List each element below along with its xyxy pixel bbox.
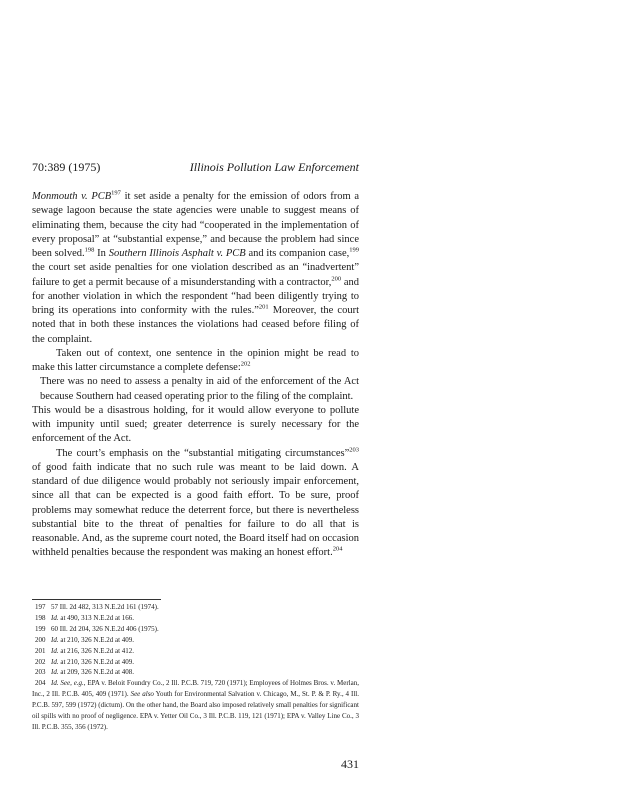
footnote-divider	[32, 599, 161, 600]
footnote-ref: 202	[240, 360, 251, 368]
footnote-text: at 216, 326 N.E.2d at 412.	[58, 646, 135, 655]
paragraph-text: the court set aside penalties for one violation described as an “inadvertent” failure to get a permit because of a misunderstanding with a contractor,	[32, 262, 359, 288]
footnote-ref: 203	[349, 446, 359, 453]
footnote-number: 197	[35, 603, 46, 611]
footnote-text: Id.	[51, 613, 59, 622]
footnote-number: 200	[35, 635, 46, 644]
footnote-ref: 197	[111, 189, 121, 197]
footnote-text: 60 Ill. 2d 204, 326 N.E.2d 406 (1975).	[51, 624, 159, 633]
footnote-text: EPA v. Beloit Foundry Co., 2 Ill. P.C.B. 719, 720 (1971); Employees of Holmes Bros. v. Merlan, Inc., 2 Ill. P.C.B. 405, 409 (1971).	[32, 679, 359, 699]
paragraph: This would be a disastrous holding, for it would allow everyone to pollute with impunity until sued; greater deterrence is surely necessary for the enforcement of the Act.	[32, 404, 359, 445]
footnote-text: See also	[130, 690, 154, 699]
paragraph-text: Moreover, the court noted that in both these instances the violations had ceased before filing of the complaint.	[32, 305, 359, 345]
footnote-text: Youth for Environmental Salvation v. Chicago, M., St. P. & P. Ry., 4 Ill. P.C.B. 597, 599 (1972) (dictum). On the other hand, the Board also imposed relatively small penalties for significant oil spills with no proof of negligence. EPA v. Yetter Oil Co., 3 Ill. P.C.B. 119, 121 (1971); EPA v. Valley Line Co., 3 Ill. P.C.B. 355, 356 (1972).	[32, 690, 359, 731]
footnote-text: Id.	[51, 668, 59, 677]
footnote	[32, 646, 359, 657]
body-text	[32, 190, 359, 561]
footnote-ref: 204	[332, 545, 343, 553]
footnote	[32, 635, 359, 646]
paragraph-text: and its companion case,	[245, 248, 350, 259]
footnote-text: at 210, 326 N.E.2d at 409.	[58, 657, 135, 666]
paragraph	[32, 190, 359, 347]
footnote	[32, 602, 359, 613]
footnote-ref: 199	[349, 246, 359, 254]
footnote-number: 202	[35, 657, 46, 666]
footnote	[32, 657, 359, 668]
footnotes	[32, 602, 359, 733]
footnote	[32, 667, 359, 678]
footnote-text: at 209, 326 N.E.2d at 408.	[58, 668, 135, 677]
paragraph	[32, 447, 359, 561]
footnote-number: 199	[35, 624, 46, 633]
footnote-text: Id.	[51, 646, 59, 655]
paragraph-text: and for another violation in which the respondent “had been diligently trying to bring its operations into conformity with the rules.”	[32, 276, 359, 316]
footnote-text: Id.	[51, 657, 59, 666]
footnote	[32, 678, 359, 733]
paragraph-text: The court’s emphasis on the “substantial mitigating circumstances”	[56, 447, 350, 459]
case-name: Southern Illinois Asphalt v. PCB	[108, 248, 246, 259]
paragraph-text: In	[94, 248, 109, 259]
footnote-text: at 490, 313 N.E.2d at 166.	[58, 613, 135, 622]
paragraph-text: Taken out of context, one sentence in the opinion might be read to make this latter circumstance a complete defense:	[32, 347, 359, 373]
paragraph	[32, 347, 359, 376]
footnote-text: Id. See, e.g.,	[51, 679, 86, 688]
footnote-number: 201	[35, 646, 46, 655]
footnote-number: 198	[35, 613, 46, 622]
footnote-ref: 201	[258, 303, 269, 311]
block-quote: There was no need to assess a penalty in aid of the enforcement of the Act because Southern had ceased operating prior to the filing of the complaint.	[40, 376, 359, 402]
footnote-number: 203	[35, 668, 46, 677]
footnote-ref: 198	[84, 246, 95, 254]
footnote-text: 57 Ill. 2d 482, 313 N.E.2d 161 (1974).	[51, 603, 159, 611]
case-name: Monmouth v. PCB	[32, 191, 112, 202]
footnote	[32, 624, 359, 635]
header-citation: 70:389 (1975)	[32, 160, 101, 174]
footnote-number: 204	[35, 679, 46, 688]
paragraph-text: it set aside a penalty for the emission of odors from a sewage lagoon because the state agencies were unable to suggest means of eliminating them, because the city had “cooperated in the implementation of every proposal” at “substantial expense,” and because the problem had since been solved.	[32, 191, 359, 259]
header-running-title: Illinois Pollution Law Enforcement	[189, 160, 359, 174]
footnote-ref: 200	[331, 275, 342, 282]
page-number: 431	[341, 757, 359, 771]
footnote-text: at 210, 326 N.E.2d at 409.	[58, 635, 135, 644]
paragraph-text: of good faith indicate that no such rule was meant to be laid down. A standard of due diligence would probably not seriously impair enforcement, since all that can be expected is a good faith effort. To be sure, proof problems may somewhat reduce the deterrent force, but there is nevertheless substantial bite to the threat of penalties for failure to do all that is reasonable. And, as the supreme court noted, the Board itself had on occasion withheld penalties because the respondent was making an honest effort.	[32, 461, 359, 559]
footnote-text: Id.	[51, 635, 59, 644]
footnote	[32, 613, 359, 624]
